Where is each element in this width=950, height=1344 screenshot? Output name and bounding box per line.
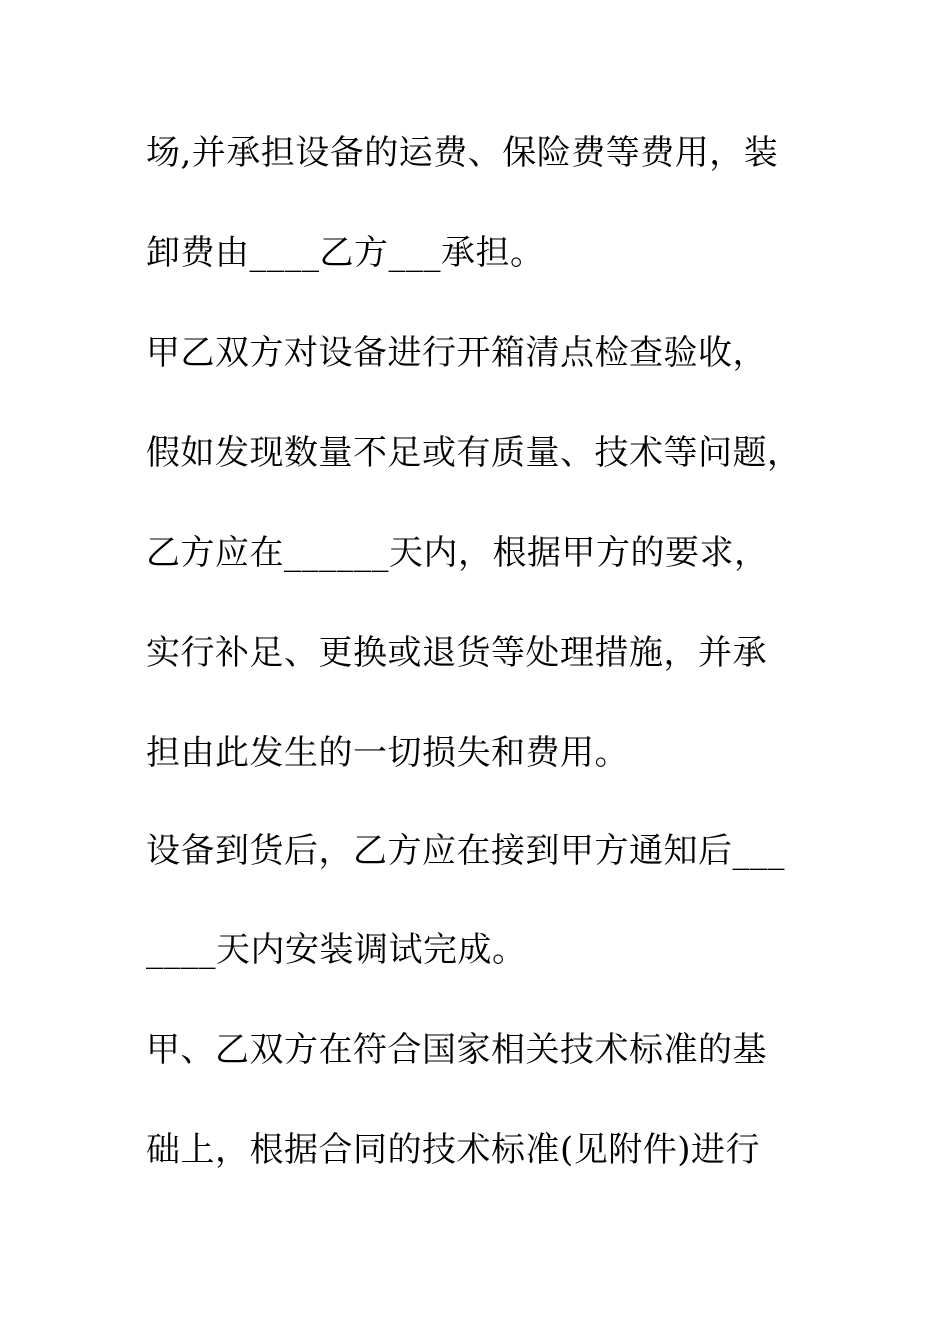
text-line-9: ____天内安装调试完成。 — [146, 930, 527, 970]
text-line-1: 场,并承担设备的运费、保险费等费用，装 — [146, 133, 779, 173]
text-line-3: 甲乙双方对设备进行开箱清点检查验收， — [146, 333, 767, 373]
text-line-5: 乙方应在______天内，根据甲方的要求， — [146, 533, 769, 573]
text-line-11: 础上，根据合同的技术标准(见附件)进行 — [146, 1130, 761, 1170]
text-line-10: 甲、乙双方在符合国家相关技术标准的基 — [146, 1030, 767, 1070]
text-line-2: 卸费由____乙方___承担。 — [146, 233, 545, 273]
text-line-7: 担由此发生的一切损失和费用。 — [146, 733, 629, 773]
text-line-6: 实行补足、更换或退货等处理措施，并承 — [146, 633, 767, 673]
text-line-4: 假如发现数量不足或有质量、技术等问题， — [146, 433, 802, 473]
text-line-8: 设备到货后，乙方应在接到甲方通知后___ — [146, 831, 785, 871]
